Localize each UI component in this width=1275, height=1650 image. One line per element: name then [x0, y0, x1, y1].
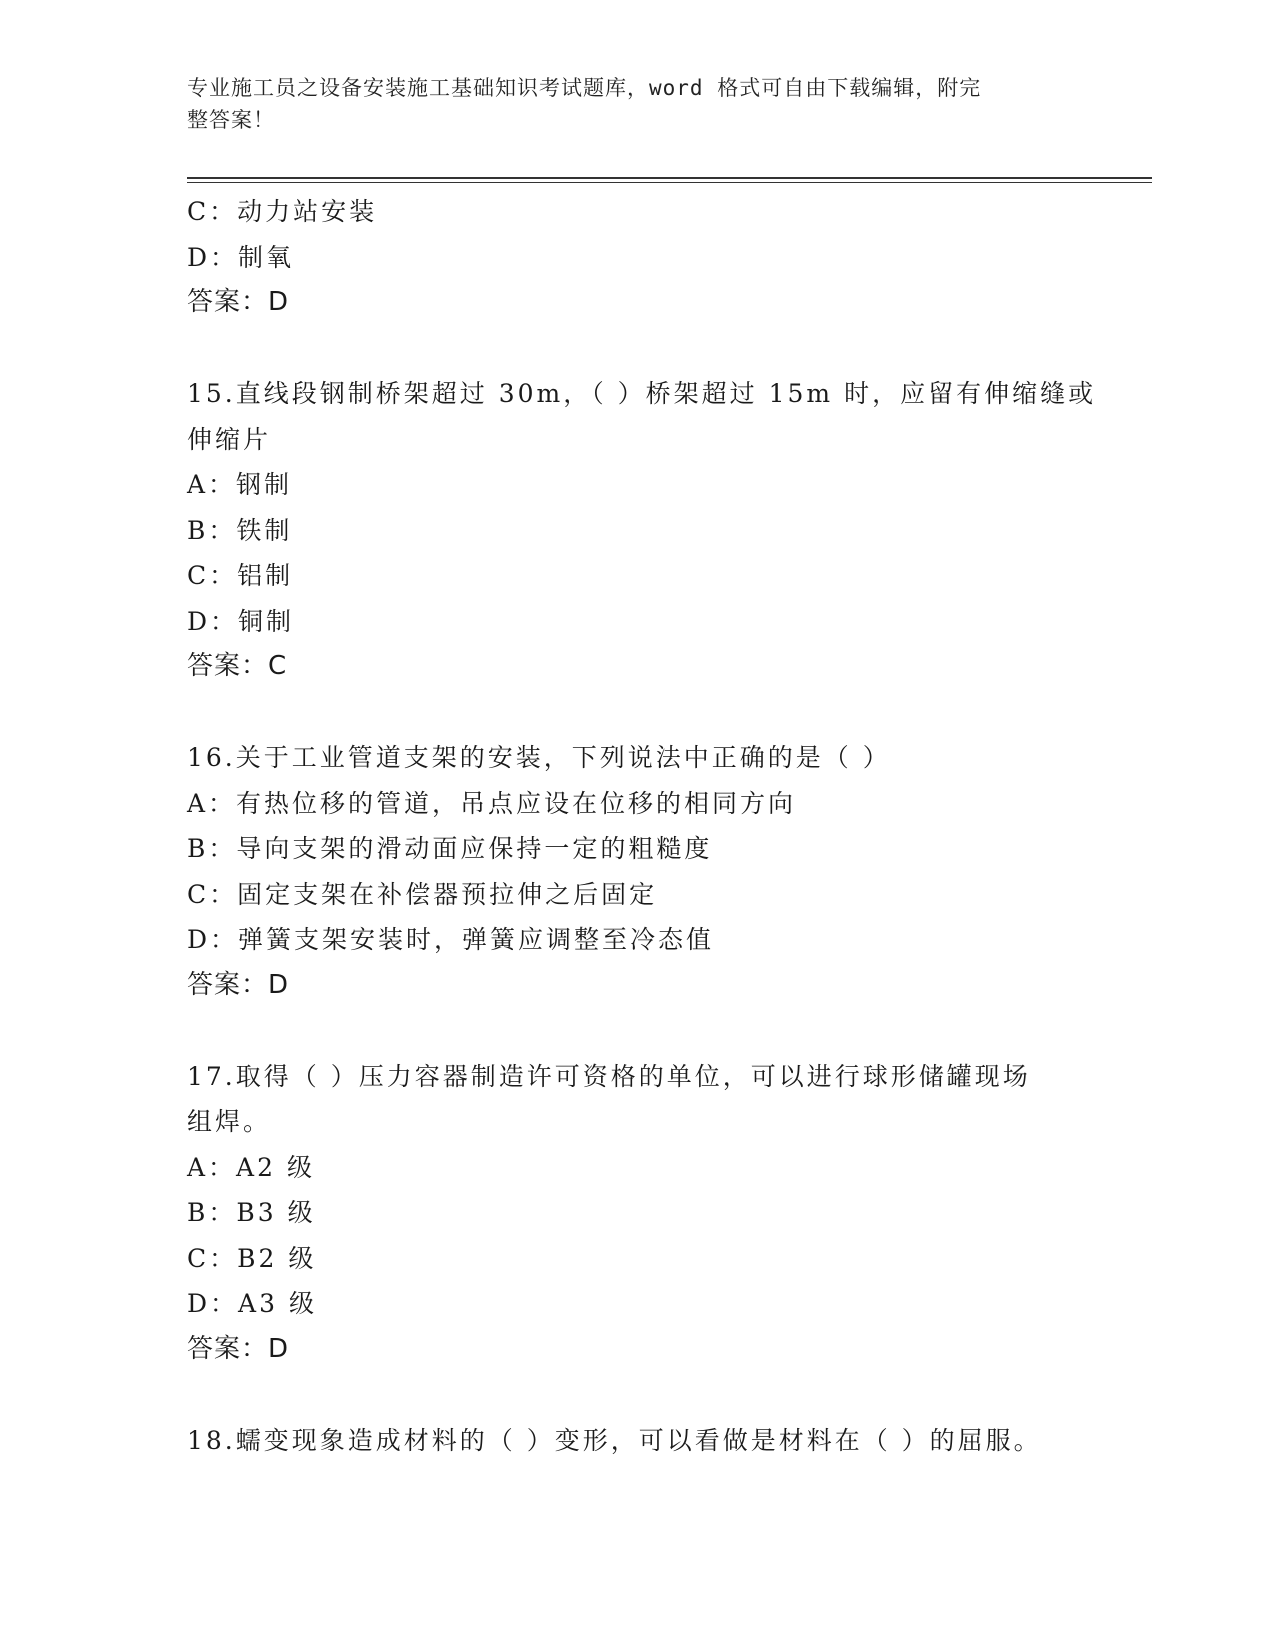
option-c: C：固定支架在补偿器预拉伸之后固定	[187, 879, 658, 909]
spacer	[187, 1008, 1107, 1054]
question-18	[187, 1418, 1107, 1464]
question-stem: 15.直线段钢制桥架超过 30m，（ ）桥架超过 15m 时，应留有伸缩缝或	[187, 379, 1097, 408]
document-body	[187, 189, 1107, 1463]
question-stem: 18.蠕变现象造成材料的（ ）变形，可以看做是材料在（ ）的屈服。	[187, 1425, 1042, 1455]
question-17	[187, 1054, 1107, 1373]
header-line-1: 专业施工员之设备安装施工基础知识考试题库，word 格式可自由下载编辑，附完	[187, 76, 982, 100]
option-b: B：B3 级	[187, 1198, 316, 1227]
answer-line: 答案：C	[187, 651, 288, 681]
question-14-tail	[187, 189, 1107, 326]
option-d: D：制氧	[187, 242, 295, 272]
option-c: C：铝制	[187, 561, 294, 590]
option-a: A：钢制	[187, 470, 293, 499]
answer-line: 答案：D	[187, 287, 290, 317]
option-b: B：铁制	[187, 515, 293, 545]
option-a: A：有热位移的管道，吊点应设在位移的相同方向	[187, 788, 797, 818]
option-a: A：A2 级	[187, 1152, 315, 1182]
option-d: D：A3 级	[187, 1289, 317, 1318]
question-16	[187, 735, 1107, 1008]
question-stem: 16.关于工业管道支架的安装，下列说法中正确的是（ ）	[187, 743, 891, 772]
document-header	[187, 72, 1067, 136]
question-15	[187, 371, 1107, 690]
question-stem-continued: 组焊。	[187, 1107, 272, 1136]
option-c: C：动力站安装	[187, 197, 378, 226]
option-d: D：铜制	[187, 606, 295, 636]
header-divider-thick	[187, 177, 1152, 179]
header-divider-thin	[187, 182, 1152, 183]
spacer	[187, 326, 1107, 372]
spacer	[187, 1372, 1107, 1418]
spacer	[187, 690, 1107, 736]
question-stem-continued: 伸缩片	[187, 424, 272, 454]
header-line-2: 整答案！	[187, 108, 275, 132]
answer-line: 答案：D	[187, 1333, 290, 1364]
answer-line: 答案：D	[187, 969, 290, 1000]
option-b: B：导向支架的滑动面应保持一定的粗糙度	[187, 834, 713, 863]
question-stem: 17.取得（ ）压力容器制造许可资格的单位，可以进行球形储罐现场	[187, 1061, 1031, 1091]
option-d: D：弹簧支架安装时，弹簧应调整至冷态值	[187, 925, 715, 954]
option-c: C：B2 级	[187, 1243, 317, 1273]
